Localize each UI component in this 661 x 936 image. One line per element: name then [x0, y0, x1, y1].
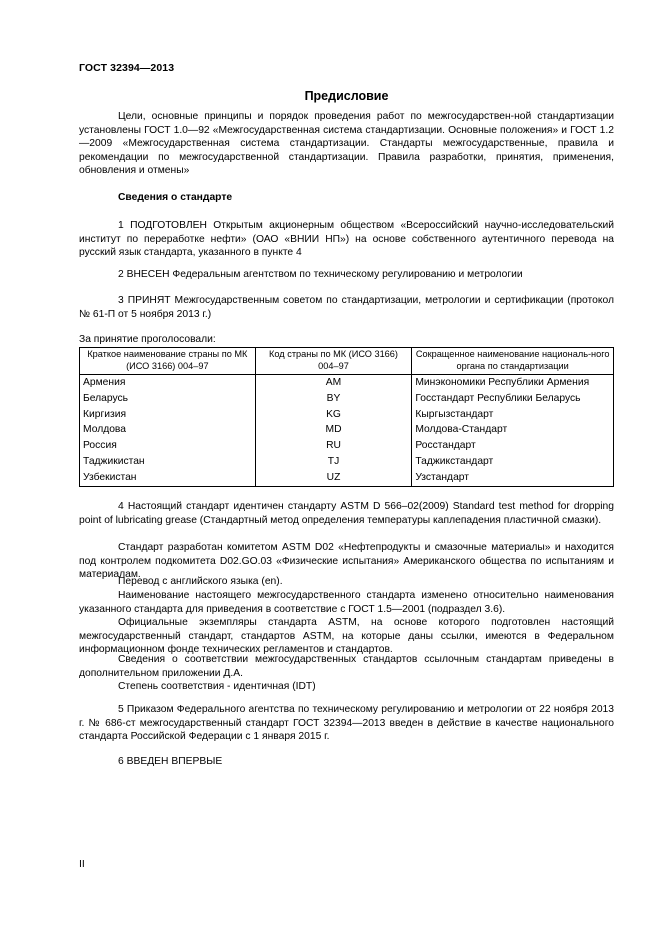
country-cell: Беларусь — [80, 391, 256, 407]
national-body-cell: Минэкономики Республики Армения — [412, 375, 614, 391]
item-4-official-copies-paragraph: Официальные экземпляры стандарта ASTM, на основе которого подготовлен настоящий межгосударственный стандарт, стандартов ASTM, на которые даны ссылки, имеются в Федеральном информационном фонде технических регламентов и стандартов. — [79, 617, 614, 656]
column-header-code: Код страны по МК (ИСО 3166) 004–97 — [255, 348, 412, 375]
item-2-paragraph: 2 ВНЕСЕН Федеральным агентством по техническому регулированию и метрологии — [118, 269, 523, 280]
item-4-translation-paragraph: Перевод с английского языка (en). — [118, 576, 283, 587]
country-cell: Киргизия — [80, 407, 256, 423]
national-body-cell: Таджикстандарт — [412, 454, 614, 470]
code-cell: MD — [255, 422, 412, 438]
page-number: II — [79, 858, 85, 870]
item-4-developer-paragraph: Стандарт разработан комитетом ASTM D02 «Нефтепродукты и смазочные материалы» и находится под контролем подкомитета D02.GO.03 «Физические испытания» Американского общества по испытаниям и материалам. — [79, 542, 614, 581]
document-code-header: ГОСТ 32394—2013 — [79, 62, 175, 74]
voting-countries-table — [79, 347, 614, 487]
national-body-cell: Узстандарт — [412, 470, 614, 486]
code-cell: UZ — [255, 470, 412, 486]
country-cell: Узбекистан — [80, 470, 256, 486]
item-4-degree-paragraph: Степень соответствия - идентичная (IDT) — [118, 681, 316, 692]
national-body-cell: Кыргызстандарт — [412, 407, 614, 423]
item-4-name-change-paragraph: Наименование настоящего межгосударственного стандарта изменено относительно наименования указанного стандарта для приведения в соответствие с ГОСТ 1.5—2001 (подраздел 3.6). — [79, 590, 614, 615]
table-header-row — [80, 348, 614, 375]
code-cell: KG — [255, 407, 412, 423]
item-1-paragraph: 1 ПОДГОТОВЛЕН Открытым акционерным обществом «Всероссийский научно-исследовательский институт по переработке нефти» (ОАО «ВНИИ НП») на основе собственного аутентичного перевода на русский язык стандарта, указанного в пункте 4 — [79, 220, 614, 259]
column-header-national-body: Сокращенное наименование националь-ного органа по стандартизации — [412, 348, 614, 375]
table-row — [80, 454, 614, 470]
country-cell: Таджикистан — [80, 454, 256, 470]
item-4-compliance-info-paragraph: Сведения о соответствии межгосударственных стандартов ссылочным стандартам приведены в дополнительном приложении Д.А. — [79, 654, 614, 679]
country-cell: Россия — [80, 438, 256, 454]
table-caption: За принятие проголосовали: — [79, 334, 216, 345]
country-cell: Армения — [80, 375, 256, 391]
national-body-cell: Госстандарт Республики Беларусь — [412, 391, 614, 407]
item-6-paragraph: 6 ВВЕДЕН ВПЕРВЫЕ — [118, 756, 223, 767]
item-3-paragraph: 3 ПРИНЯТ Межгосударственным советом по стандартизации, метрологии и сертификации (протокол № 61-П от 5 ноября 2013 г.) — [79, 295, 614, 320]
table-row — [80, 407, 614, 423]
page-title: Предисловие — [304, 89, 389, 103]
country-cell: Молдова — [80, 422, 256, 438]
table-row — [80, 375, 614, 391]
code-cell: TJ — [255, 454, 412, 470]
national-body-cell: Росстандарт — [412, 438, 614, 454]
column-header-country: Краткое наименование страны по МК (ИСО 3166) 004–97 — [80, 348, 256, 375]
table-row — [80, 422, 614, 438]
code-cell: BY — [255, 391, 412, 407]
section-heading: Сведения о стандарте — [118, 192, 233, 203]
table-row — [80, 438, 614, 454]
code-cell: AM — [255, 375, 412, 391]
item-4-paragraph: 4 Настоящий стандарт идентичен стандарту ASTM D 566–02(2009) Standard test method for dropping point of lubricating grease (Стандартный метод определения температуры каплепадения пластичной смазки). — [79, 501, 614, 526]
intro-paragraph: Цели, основные принципы и порядок проведения работ по межгосударствен-ной стандартизации установлены ГОСТ 1.0—92 «Межгосударственная система стандартизации. Основные положения» и ГОСТ 1.2—2009 «Межгосударственная система стандартизации. Стандарты межгосударственные, правила и рекомендации по межгосударственной стандартизации. Правила разработки, принятия, применения, обновления и отмены» — [79, 111, 614, 177]
table-row — [80, 391, 614, 407]
table-row — [80, 470, 614, 486]
code-cell: RU — [255, 438, 412, 454]
national-body-cell: Молдова-Стандарт — [412, 422, 614, 438]
item-5-paragraph: 5 Приказом Федерального агентства по техническому регулированию и метрологии от 22 ноября 2013 г. № 686-ст межгосударственный стандарт ГОСТ 32394—2013 введен в действие в качестве национального стандарта Российской Федерации с 1 января 2015 г. — [79, 704, 614, 743]
